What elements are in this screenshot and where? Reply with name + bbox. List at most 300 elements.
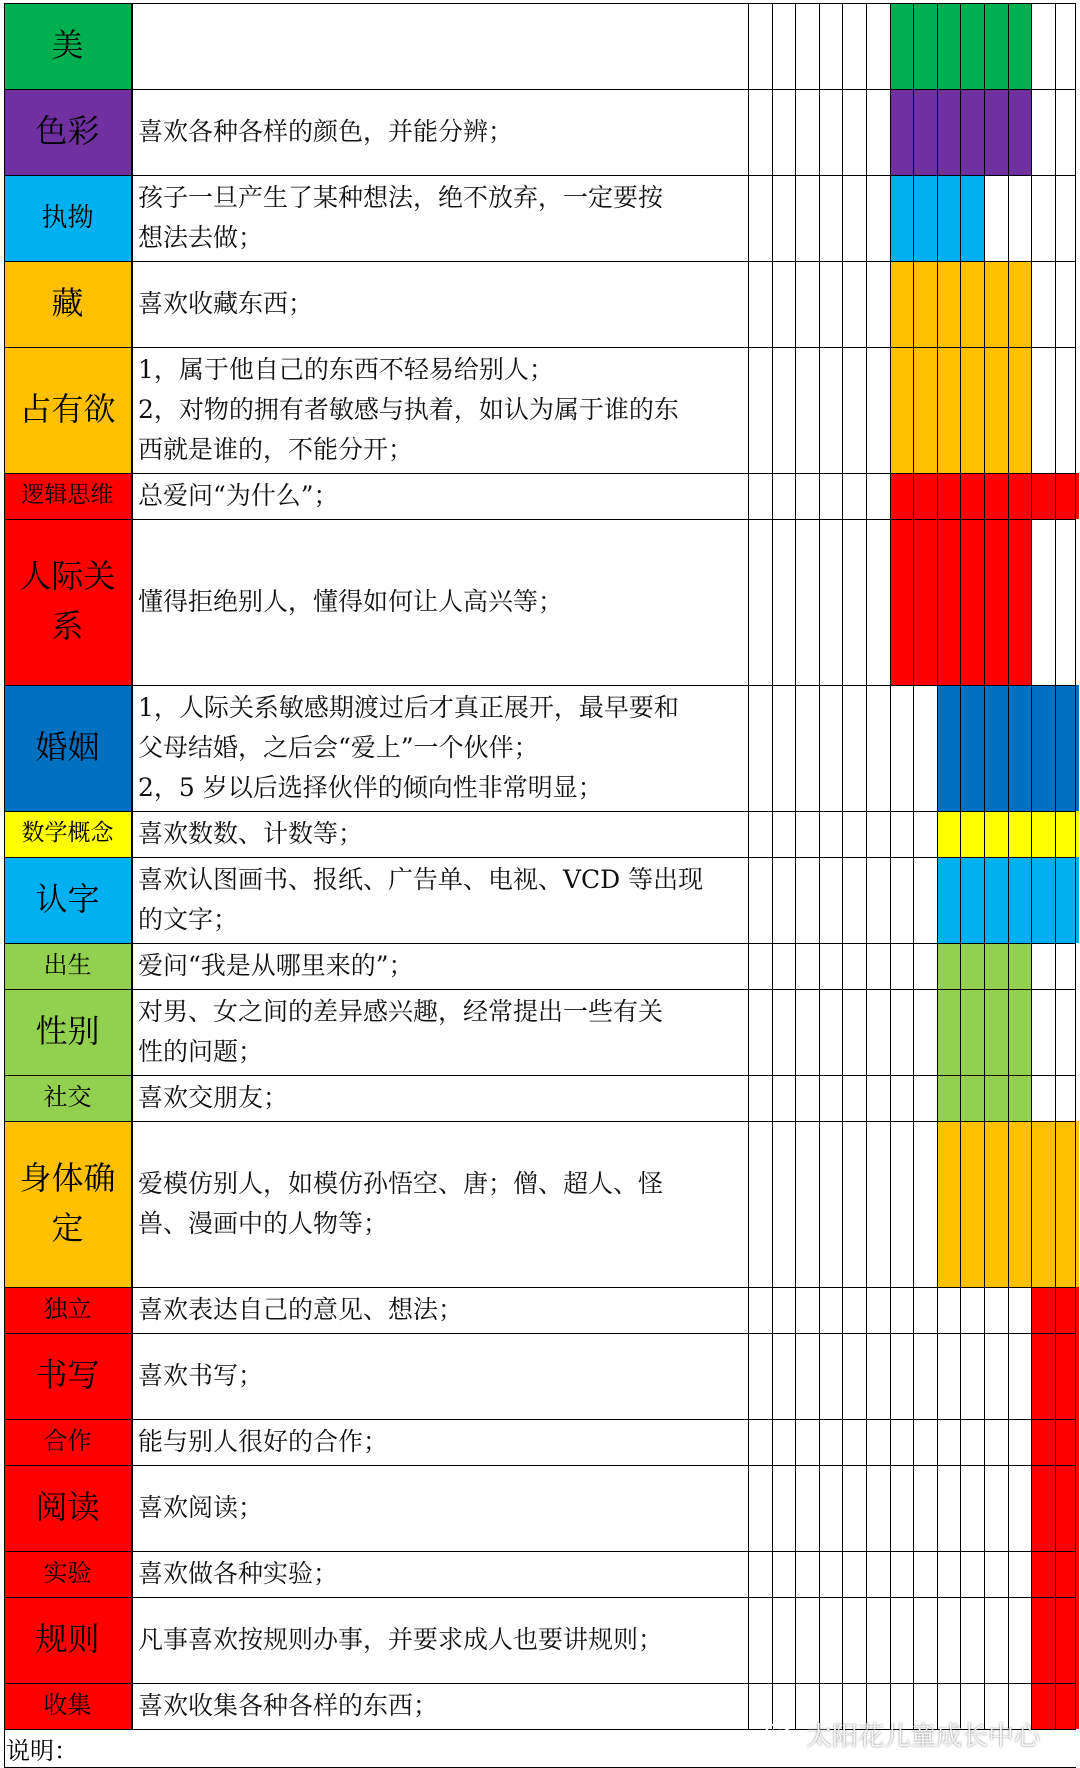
age-cell bbox=[913, 1287, 937, 1333]
age-cell bbox=[1008, 1465, 1032, 1551]
table-row bbox=[4, 857, 1076, 943]
age-cell bbox=[1008, 1121, 1032, 1287]
age-cell bbox=[890, 1121, 914, 1287]
age-cell bbox=[890, 943, 914, 989]
grid-line bbox=[4, 685, 1076, 686]
age-cell bbox=[748, 943, 772, 989]
age-cell bbox=[913, 857, 937, 943]
age-cell bbox=[1008, 261, 1032, 347]
age-cell bbox=[1031, 1465, 1055, 1551]
age-cell bbox=[772, 473, 796, 519]
age-cell bbox=[866, 1075, 890, 1121]
grid-line bbox=[4, 519, 1076, 520]
age-cell bbox=[1008, 1597, 1032, 1683]
watermark-text: 太阳花儿童成长中心 bbox=[805, 1722, 1040, 1752]
age-cell bbox=[937, 473, 961, 519]
age-cell bbox=[819, 519, 843, 685]
age-cell bbox=[937, 1419, 961, 1465]
table-row bbox=[4, 685, 1076, 811]
age-cell bbox=[984, 811, 1008, 857]
age-cell bbox=[748, 989, 772, 1075]
age-cell bbox=[748, 1075, 772, 1121]
age-cell bbox=[866, 1597, 890, 1683]
period-description: 1，属于他自己的东西不轻易给别人； 2，对物的拥有者敏感与执着，如认为属于谁的东 西就是谁的，不能分开； bbox=[138, 355, 679, 464]
age-cell bbox=[842, 89, 866, 175]
age-cell bbox=[1031, 347, 1055, 473]
age-cell bbox=[866, 1419, 890, 1465]
age-cell bbox=[795, 1287, 819, 1333]
age-cell bbox=[866, 811, 890, 857]
age-cell bbox=[984, 685, 1008, 811]
age-cell bbox=[772, 857, 796, 943]
age-cell bbox=[866, 1333, 890, 1419]
age-cell bbox=[984, 3, 1008, 89]
age-cell bbox=[1008, 1075, 1032, 1121]
grid-line bbox=[4, 857, 1076, 858]
age-cell bbox=[795, 685, 819, 811]
grid-line bbox=[1055, 3, 1056, 1729]
age-cell bbox=[795, 1465, 819, 1551]
age-cell bbox=[1031, 811, 1055, 857]
age-cell bbox=[795, 857, 819, 943]
age-cell bbox=[960, 89, 984, 175]
age-cell bbox=[960, 943, 984, 989]
table-row bbox=[4, 811, 1076, 857]
age-cell bbox=[913, 1419, 937, 1465]
wechat-icon bbox=[764, 1721, 798, 1749]
age-cell bbox=[795, 261, 819, 347]
grid-line bbox=[4, 3, 5, 1767]
age-cell bbox=[866, 175, 890, 261]
age-cell bbox=[842, 1551, 866, 1597]
age-cell bbox=[913, 1597, 937, 1683]
period-label: 占有欲 bbox=[4, 347, 132, 473]
grid-line bbox=[890, 3, 891, 1729]
age-cell bbox=[960, 685, 984, 811]
grid-line bbox=[4, 989, 1076, 990]
grid-line bbox=[4, 1551, 1076, 1552]
age-cell bbox=[866, 3, 890, 89]
age-cell bbox=[937, 175, 961, 261]
age-cell bbox=[960, 261, 984, 347]
age-cell bbox=[913, 1465, 937, 1551]
age-cell bbox=[984, 1121, 1008, 1287]
age-cell bbox=[984, 1551, 1008, 1597]
age-cell bbox=[795, 1419, 819, 1465]
age-cell bbox=[937, 89, 961, 175]
grid-line bbox=[4, 347, 1076, 348]
age-cell bbox=[1031, 1419, 1055, 1465]
age-cell bbox=[1031, 943, 1055, 989]
age-cell bbox=[1031, 89, 1055, 175]
grid-line bbox=[819, 3, 820, 1729]
age-cell bbox=[1031, 1551, 1055, 1597]
age-cell bbox=[1031, 175, 1055, 261]
period-description: 喜欢各种各样的颜色，并能分辨； bbox=[138, 117, 514, 146]
age-cell bbox=[984, 857, 1008, 943]
age-cell bbox=[1008, 519, 1032, 685]
period-description: 喜欢表达自己的意见、想法； bbox=[138, 1295, 464, 1324]
table-row bbox=[4, 175, 1076, 261]
age-cell bbox=[866, 519, 890, 685]
age-cell bbox=[984, 1333, 1008, 1419]
age-cell bbox=[819, 261, 843, 347]
age-cell bbox=[819, 685, 843, 811]
age-cell bbox=[984, 473, 1008, 519]
grid-line bbox=[4, 811, 1076, 812]
age-cell bbox=[890, 1419, 914, 1465]
age-cell bbox=[819, 3, 843, 89]
age-cell bbox=[937, 1465, 961, 1551]
age-cell bbox=[842, 519, 866, 685]
age-cell bbox=[890, 989, 914, 1075]
age-cell bbox=[842, 175, 866, 261]
age-cell bbox=[913, 1551, 937, 1597]
period-description: 喜欢书写； bbox=[138, 1361, 264, 1390]
age-cell bbox=[937, 989, 961, 1075]
age-cell bbox=[960, 1551, 984, 1597]
age-cell bbox=[772, 1333, 796, 1419]
age-cell bbox=[772, 1121, 796, 1287]
grid-line bbox=[4, 3, 1076, 4]
age-cell bbox=[842, 1597, 866, 1683]
age-cell bbox=[795, 89, 819, 175]
grid-line bbox=[4, 1597, 1076, 1598]
age-cell bbox=[984, 1419, 1008, 1465]
age-cell bbox=[1008, 1333, 1032, 1419]
age-cell bbox=[819, 943, 843, 989]
age-cell bbox=[937, 3, 961, 89]
age-cell bbox=[1008, 857, 1032, 943]
table-row bbox=[4, 89, 1076, 175]
age-cell bbox=[819, 1333, 843, 1419]
table-row bbox=[4, 261, 1076, 347]
age-cell bbox=[866, 261, 890, 347]
age-cell bbox=[913, 989, 937, 1075]
age-cell bbox=[960, 1597, 984, 1683]
age-cell bbox=[795, 3, 819, 89]
age-cell bbox=[1008, 811, 1032, 857]
period-label: 藏 bbox=[4, 261, 132, 347]
period-description: 爱问“我是从哪里来的”； bbox=[138, 951, 414, 980]
age-cell bbox=[1031, 3, 1055, 89]
age-cell bbox=[890, 3, 914, 89]
period-label: 逻辑思维 bbox=[4, 473, 132, 519]
age-cell bbox=[913, 89, 937, 175]
table-row bbox=[4, 989, 1076, 1075]
period-label: 色彩 bbox=[4, 89, 132, 175]
age-cell bbox=[748, 261, 772, 347]
age-cell bbox=[748, 1287, 772, 1333]
table-row bbox=[4, 1419, 1076, 1465]
age-cell bbox=[866, 89, 890, 175]
age-cell bbox=[984, 175, 1008, 261]
age-cell bbox=[819, 1287, 843, 1333]
age-cell bbox=[772, 3, 796, 89]
age-cell bbox=[913, 943, 937, 989]
age-cell bbox=[984, 519, 1008, 685]
age-cell bbox=[795, 519, 819, 685]
age-cell bbox=[937, 261, 961, 347]
table-row bbox=[4, 1121, 1076, 1287]
age-cell bbox=[819, 1465, 843, 1551]
period-description: 喜欢做各种实验； bbox=[138, 1559, 339, 1588]
period-label: 规则 bbox=[4, 1597, 132, 1683]
table-row bbox=[4, 1333, 1076, 1419]
period-label: 美 bbox=[4, 3, 132, 89]
age-cell bbox=[960, 519, 984, 685]
grid-line bbox=[937, 3, 938, 1729]
age-cell bbox=[748, 175, 772, 261]
table-row bbox=[4, 347, 1076, 473]
age-cell bbox=[890, 1333, 914, 1419]
table-row bbox=[4, 473, 1076, 519]
age-cell bbox=[984, 1287, 1008, 1333]
age-cell bbox=[772, 1287, 796, 1333]
age-cell bbox=[772, 89, 796, 175]
age-cell bbox=[1031, 519, 1055, 685]
age-cell bbox=[890, 175, 914, 261]
age-cell bbox=[866, 1465, 890, 1551]
age-cell bbox=[819, 473, 843, 519]
age-cell bbox=[890, 685, 914, 811]
age-cell bbox=[795, 1551, 819, 1597]
period-label: 出生 bbox=[4, 943, 132, 989]
grid-line bbox=[4, 1465, 1076, 1466]
age-cell bbox=[984, 1075, 1008, 1121]
age-cell bbox=[984, 943, 1008, 989]
age-cell bbox=[1008, 685, 1032, 811]
period-description: 对男、女之间的差异感兴趣，经常提出一些有关 性的问题； bbox=[138, 997, 664, 1066]
age-cell bbox=[772, 943, 796, 989]
age-cell bbox=[748, 1551, 772, 1597]
age-cell bbox=[937, 857, 961, 943]
grid-line bbox=[1031, 3, 1032, 1729]
age-cell bbox=[937, 1597, 961, 1683]
age-cell bbox=[937, 1333, 961, 1419]
age-cell bbox=[842, 1333, 866, 1419]
age-cell bbox=[795, 347, 819, 473]
period-description: 懂得拒绝别人，懂得如何让人高兴等； bbox=[138, 587, 564, 616]
age-cell bbox=[984, 989, 1008, 1075]
age-cell bbox=[819, 989, 843, 1075]
age-cell bbox=[937, 519, 961, 685]
age-cell bbox=[1008, 943, 1032, 989]
age-cell bbox=[772, 1551, 796, 1597]
grid-line bbox=[960, 3, 961, 1729]
age-cell bbox=[937, 1121, 961, 1287]
table-row bbox=[4, 519, 1076, 685]
period-description: 喜欢阅读； bbox=[138, 1493, 264, 1522]
age-cell bbox=[960, 347, 984, 473]
age-cell bbox=[748, 1597, 772, 1683]
age-cell bbox=[866, 857, 890, 943]
table-row bbox=[4, 943, 1076, 989]
period-description: 喜欢收藏东西； bbox=[138, 289, 314, 318]
age-cell bbox=[842, 3, 866, 89]
age-cell bbox=[960, 3, 984, 89]
age-cell bbox=[819, 89, 843, 175]
age-cell bbox=[937, 943, 961, 989]
grid-line bbox=[4, 89, 1076, 90]
age-cell bbox=[1031, 857, 1055, 943]
age-cell bbox=[913, 811, 937, 857]
age-cell bbox=[748, 347, 772, 473]
age-cell bbox=[842, 1419, 866, 1465]
age-cell bbox=[842, 811, 866, 857]
age-cell bbox=[890, 1075, 914, 1121]
age-cell bbox=[842, 261, 866, 347]
age-cell bbox=[984, 89, 1008, 175]
period-description: 凡事喜欢按规则办事，并要求成人也要讲规则； bbox=[138, 1625, 664, 1654]
age-cell bbox=[1008, 89, 1032, 175]
age-cell bbox=[960, 857, 984, 943]
age-cell bbox=[890, 811, 914, 857]
age-cell bbox=[960, 175, 984, 261]
age-cell bbox=[1031, 989, 1055, 1075]
age-cell bbox=[819, 1551, 843, 1597]
age-cell bbox=[842, 1465, 866, 1551]
age-cell bbox=[890, 519, 914, 685]
age-cell bbox=[913, 261, 937, 347]
period-label: 性别 bbox=[4, 989, 132, 1075]
age-cell bbox=[1008, 989, 1032, 1075]
age-cell bbox=[937, 811, 961, 857]
grid-line bbox=[913, 3, 914, 1729]
age-cell bbox=[937, 347, 961, 473]
age-cell bbox=[748, 685, 772, 811]
age-cell bbox=[1008, 1551, 1032, 1597]
table-row bbox=[4, 1287, 1076, 1333]
grid-line bbox=[4, 261, 1076, 262]
age-cell bbox=[819, 347, 843, 473]
table-row bbox=[4, 1465, 1076, 1551]
period-description: 喜欢数数、计数等； bbox=[138, 819, 364, 848]
age-cell bbox=[866, 1121, 890, 1287]
age-cell bbox=[748, 473, 772, 519]
age-cell bbox=[1031, 473, 1055, 519]
age-cell bbox=[913, 1121, 937, 1287]
age-cell bbox=[772, 1465, 796, 1551]
age-cell bbox=[960, 811, 984, 857]
period-description: 1，人际关系敏感期渡过后才真正展开，最早要和 父母结婚，之后会“爱上”一个伙伴； 2，5 岁以后选择伙伴的倾向性非常明显； bbox=[138, 693, 679, 802]
age-cell bbox=[913, 473, 937, 519]
age-cell bbox=[819, 811, 843, 857]
age-cell bbox=[890, 1551, 914, 1597]
grid-line bbox=[984, 3, 985, 1729]
age-cell bbox=[960, 473, 984, 519]
period-label: 阅读 bbox=[4, 1465, 132, 1551]
age-cell bbox=[795, 989, 819, 1075]
age-cell bbox=[748, 89, 772, 175]
age-cell bbox=[866, 1551, 890, 1597]
age-cell bbox=[937, 1287, 961, 1333]
age-cell bbox=[913, 3, 937, 89]
age-cell bbox=[842, 857, 866, 943]
grid-line bbox=[1075, 3, 1076, 1729]
age-cell bbox=[890, 89, 914, 175]
grid-line bbox=[866, 3, 867, 1729]
grid-line bbox=[4, 175, 1076, 176]
age-cell bbox=[1031, 1075, 1055, 1121]
period-description: 喜欢交朋友； bbox=[138, 1083, 289, 1112]
age-cell bbox=[772, 1075, 796, 1121]
age-cell bbox=[772, 175, 796, 261]
age-cell bbox=[748, 857, 772, 943]
age-cell bbox=[1008, 473, 1032, 519]
age-cell bbox=[795, 1121, 819, 1287]
table-row bbox=[4, 3, 1076, 89]
age-cell bbox=[748, 811, 772, 857]
age-cell bbox=[772, 347, 796, 473]
age-cell bbox=[866, 943, 890, 989]
grid-line bbox=[795, 3, 796, 1729]
age-cell bbox=[890, 347, 914, 473]
grid-line bbox=[1008, 3, 1009, 1729]
grid-line bbox=[772, 3, 773, 1729]
age-cell bbox=[772, 519, 796, 685]
age-cell bbox=[842, 347, 866, 473]
age-cell bbox=[960, 1287, 984, 1333]
age-cell bbox=[1031, 261, 1055, 347]
age-cell bbox=[842, 989, 866, 1075]
age-cell bbox=[1031, 1121, 1055, 1287]
age-cell bbox=[772, 261, 796, 347]
period-description: 喜欢认图画书、报纸、广告单、电视、VCD 等出现 的文字； bbox=[138, 865, 704, 934]
age-cell bbox=[819, 175, 843, 261]
age-cell bbox=[890, 1287, 914, 1333]
age-cell bbox=[819, 1075, 843, 1121]
grid-line bbox=[4, 473, 1076, 474]
grid-line bbox=[4, 1333, 1076, 1334]
age-cell bbox=[772, 1419, 796, 1465]
age-cell bbox=[795, 943, 819, 989]
age-cell bbox=[890, 1597, 914, 1683]
age-cell bbox=[748, 519, 772, 685]
age-cell bbox=[937, 1075, 961, 1121]
age-cell bbox=[960, 1333, 984, 1419]
age-cell bbox=[819, 857, 843, 943]
age-cell bbox=[772, 685, 796, 811]
age-cell bbox=[1031, 1333, 1055, 1419]
period-description bbox=[132, 3, 748, 89]
age-cell bbox=[913, 175, 937, 261]
period-description: 喜欢收集各种各样的东西； bbox=[138, 1691, 439, 1720]
age-cell bbox=[795, 473, 819, 519]
age-cell bbox=[1031, 685, 1055, 811]
grid-line bbox=[4, 1287, 1076, 1288]
age-cell bbox=[842, 473, 866, 519]
period-label: 独立 bbox=[4, 1287, 132, 1333]
age-cell bbox=[890, 1465, 914, 1551]
age-cell bbox=[1008, 347, 1032, 473]
age-cell bbox=[748, 1333, 772, 1419]
period-label: 合作 bbox=[4, 1419, 132, 1465]
period-label: 书写 bbox=[4, 1333, 132, 1419]
age-cell bbox=[819, 1597, 843, 1683]
period-label: 社交 bbox=[4, 1075, 132, 1121]
age-cell bbox=[890, 261, 914, 347]
age-cell bbox=[795, 811, 819, 857]
age-cell bbox=[960, 1419, 984, 1465]
period-description: 能与别人很好的合作； bbox=[138, 1427, 389, 1456]
age-cell bbox=[819, 1419, 843, 1465]
age-cell bbox=[842, 943, 866, 989]
age-cell bbox=[842, 1075, 866, 1121]
age-cell bbox=[937, 685, 961, 811]
period-label: 人际关 系 bbox=[4, 519, 132, 685]
table-row bbox=[4, 1075, 1076, 1121]
